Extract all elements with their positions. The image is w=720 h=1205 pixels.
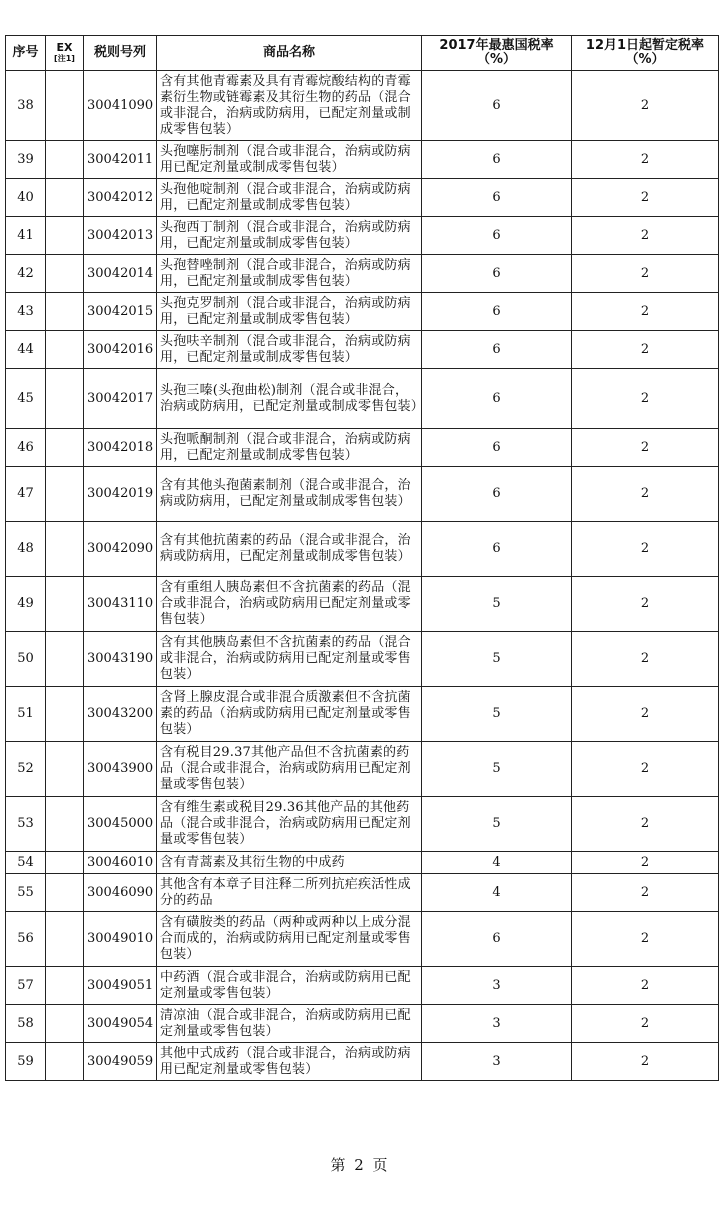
cell-code: 30049059 [84, 1043, 157, 1081]
table-row [6, 797, 719, 852]
cell-provisional-rate: 2 [572, 577, 719, 632]
cell-name: 清凉油（混合或非混合，治病或防病用已配定剂量或零售包装） [157, 1005, 422, 1043]
cell-provisional-rate: 2 [572, 797, 719, 852]
cell-provisional-rate: 2 [572, 331, 719, 369]
cell-seq: 41 [6, 217, 46, 255]
cell-name: 含有其他头孢菌素制剂（混合或非混合，治病或防病用，已配定剂量或制成零售包装） [157, 467, 422, 522]
cell-code: 30049051 [84, 967, 157, 1005]
cell-code: 30046010 [84, 852, 157, 874]
cell-provisional-rate: 2 [572, 852, 719, 874]
cell-ex [46, 687, 84, 742]
cell-name: 含有其他胰岛素但不含抗菌素的药品（混合或非混合，治病或防病用已配定剂量或零售包装） [157, 632, 422, 687]
cell-name: 头孢噻肟制剂（混合或非混合，治病或防病用已配定剂量或制成零售包装） [157, 141, 422, 179]
cell-name: 含有青蒿素及其衍生物的中成药 [157, 852, 422, 874]
cell-mfn-rate: 6 [422, 331, 572, 369]
cell-ex [46, 852, 84, 874]
cell-name: 头孢克罗制剂（混合或非混合，治病或防病用，已配定剂量或制成零售包装） [157, 293, 422, 331]
cell-seq: 52 [6, 742, 46, 797]
cell-ex [46, 912, 84, 967]
cell-ex [46, 141, 84, 179]
cell-provisional-rate: 2 [572, 429, 719, 467]
header-provisional-rate-label: 12月1日起暂定税率 [585, 38, 705, 53]
cell-mfn-rate: 3 [422, 967, 572, 1005]
cell-mfn-rate: 6 [422, 217, 572, 255]
cell-seq: 55 [6, 874, 46, 912]
table-row [6, 331, 719, 369]
cell-mfn-rate: 5 [422, 797, 572, 852]
cell-ex [46, 331, 84, 369]
cell-mfn-rate: 6 [422, 429, 572, 467]
tariff-table [5, 35, 719, 1081]
table-body [6, 71, 719, 1081]
cell-code: 30046090 [84, 874, 157, 912]
cell-provisional-rate: 2 [572, 522, 719, 577]
cell-provisional-rate: 2 [572, 742, 719, 797]
cell-code: 30042017 [84, 369, 157, 429]
cell-seq: 53 [6, 797, 46, 852]
cell-name: 含有其他抗菌素的药品（混合或非混合，治病或防病用，已配定剂量或制成零售包装） [157, 522, 422, 577]
cell-seq: 57 [6, 967, 46, 1005]
cell-name: 头孢替唑制剂（混合或非混合，治病或防病用，已配定剂量或制成零售包装） [157, 255, 422, 293]
table-row [6, 874, 719, 912]
cell-code: 30049010 [84, 912, 157, 967]
cell-seq: 38 [6, 71, 46, 141]
cell-seq: 40 [6, 179, 46, 217]
cell-ex [46, 967, 84, 1005]
cell-provisional-rate: 2 [572, 912, 719, 967]
cell-name: 含肾上腺皮混合或非混合质激素但不含抗菌素的药品（治病或防病用已配定剂量或零售包装） [157, 687, 422, 742]
cell-code: 30042090 [84, 522, 157, 577]
cell-seq: 50 [6, 632, 46, 687]
cell-code: 30045000 [84, 797, 157, 852]
cell-code: 30042011 [84, 141, 157, 179]
cell-name: 头孢呋辛制剂（混合或非混合，治病或防病用，已配定剂量或制成零售包装） [157, 331, 422, 369]
table-row [6, 577, 719, 632]
table-row [6, 1005, 719, 1043]
table-row [6, 141, 719, 179]
cell-code: 30042019 [84, 467, 157, 522]
header-provisional-rate [572, 36, 719, 71]
table-row [6, 1043, 719, 1081]
cell-name: 含有其他青霉素及具有青霉烷酸结构的青霉素衍生物或链霉素及其衍生物的药品（混合或非混合，治病或防病用，已配定剂量或制成零售包装） [157, 71, 422, 141]
cell-code: 30041090 [84, 71, 157, 141]
cell-ex [46, 71, 84, 141]
cell-provisional-rate: 2 [572, 293, 719, 331]
table-row [6, 71, 719, 141]
table-row [6, 912, 719, 967]
cell-name: 中药酒（混合或非混合，治病或防病用已配定剂量或零售包装） [157, 967, 422, 1005]
cell-mfn-rate: 5 [422, 687, 572, 742]
table-row [6, 742, 719, 797]
cell-name: 其他含有本章子目注释二所列抗疟疾活性成分的药品 [157, 874, 422, 912]
cell-code: 30042014 [84, 255, 157, 293]
cell-ex [46, 742, 84, 797]
header-mfn-rate-label: 2017年最惠国税率 [439, 38, 554, 53]
header-name: 商品名称 [157, 36, 422, 71]
cell-mfn-rate: 6 [422, 912, 572, 967]
cell-seq: 59 [6, 1043, 46, 1081]
table-row [6, 967, 719, 1005]
cell-provisional-rate: 2 [572, 141, 719, 179]
cell-ex [46, 1005, 84, 1043]
cell-mfn-rate: 3 [422, 1043, 572, 1081]
table-row [6, 293, 719, 331]
cell-provisional-rate: 2 [572, 71, 719, 141]
cell-mfn-rate: 5 [422, 632, 572, 687]
cell-mfn-rate: 5 [422, 577, 572, 632]
cell-code: 30043110 [84, 577, 157, 632]
cell-seq: 46 [6, 429, 46, 467]
cell-provisional-rate: 2 [572, 369, 719, 429]
cell-code: 30043900 [84, 742, 157, 797]
cell-name: 头孢三嗪(头孢曲松)制剂（混合或非混合，治病或防病用，已配定剂量或制成零售包装） [157, 369, 422, 429]
table-row [6, 429, 719, 467]
cell-seq: 49 [6, 577, 46, 632]
cell-ex [46, 179, 84, 217]
cell-seq: 44 [6, 331, 46, 369]
cell-seq: 47 [6, 467, 46, 522]
header-ex [46, 36, 84, 71]
cell-provisional-rate: 2 [572, 255, 719, 293]
cell-seq: 54 [6, 852, 46, 874]
cell-name: 头孢哌酮制剂（混合或非混合，治病或防病用，已配定剂量或制成零售包装） [157, 429, 422, 467]
cell-provisional-rate: 2 [572, 1043, 719, 1081]
header-ex-label: EX [56, 41, 73, 54]
header-provisional-rate-unit: （%） [625, 52, 665, 67]
cell-ex [46, 369, 84, 429]
cell-provisional-rate: 2 [572, 632, 719, 687]
header-code: 税则号列 [84, 36, 157, 71]
cell-code: 30042018 [84, 429, 157, 467]
cell-seq: 48 [6, 522, 46, 577]
cell-mfn-rate: 6 [422, 71, 572, 141]
cell-name: 其他中式成药（混合或非混合，治病或防病用已配定剂量或零售包装） [157, 1043, 422, 1081]
cell-ex [46, 522, 84, 577]
cell-seq: 43 [6, 293, 46, 331]
cell-name: 含有磺胺类的药品（两种或两种以上成分混合而成的，治病或防病用已配定剂量或零售包装） [157, 912, 422, 967]
cell-ex [46, 577, 84, 632]
cell-name: 含有重组人胰岛素但不含抗菌素的药品（混合或非混合，治病或防病用已配定剂量或零售包装） [157, 577, 422, 632]
cell-ex [46, 467, 84, 522]
cell-name: 头孢他啶制剂（混合或非混合，治病或防病用，已配定剂量或制成零售包装） [157, 179, 422, 217]
cell-provisional-rate: 2 [572, 217, 719, 255]
table-row [6, 217, 719, 255]
cell-seq: 51 [6, 687, 46, 742]
cell-provisional-rate: 2 [572, 1005, 719, 1043]
cell-mfn-rate: 6 [422, 141, 572, 179]
cell-code: 30049054 [84, 1005, 157, 1043]
table-row [6, 179, 719, 217]
cell-mfn-rate: 6 [422, 293, 572, 331]
cell-name: 含有税目29.37其他产品但不含抗菌素的药品（混合或非混合，治病或防病用已配定剂量或零售包装） [157, 742, 422, 797]
table-row [6, 467, 719, 522]
cell-provisional-rate: 2 [572, 687, 719, 742]
page-number: 第 2 页 [330, 1156, 390, 1174]
cell-provisional-rate: 2 [572, 967, 719, 1005]
table-row [6, 369, 719, 429]
cell-code: 30043200 [84, 687, 157, 742]
table-header-row [6, 36, 719, 71]
cell-ex [46, 217, 84, 255]
cell-code: 30042013 [84, 217, 157, 255]
cell-seq: 58 [6, 1005, 46, 1043]
cell-code: 30042012 [84, 179, 157, 217]
cell-seq: 42 [6, 255, 46, 293]
cell-name: 头孢西丁制剂（混合或非混合，治病或防病用，已配定剂量或制成零售包装） [157, 217, 422, 255]
cell-ex [46, 797, 84, 852]
cell-mfn-rate: 4 [422, 874, 572, 912]
cell-name: 含有维生素或税目29.36其他产品的其他药品（混合或非混合，治病或防病用已配定剂量或零售包装） [157, 797, 422, 852]
cell-provisional-rate: 2 [572, 467, 719, 522]
cell-mfn-rate: 4 [422, 852, 572, 874]
cell-mfn-rate: 6 [422, 369, 572, 429]
table-row [6, 522, 719, 577]
cell-ex [46, 293, 84, 331]
cell-mfn-rate: 6 [422, 255, 572, 293]
cell-ex [46, 874, 84, 912]
cell-ex [46, 255, 84, 293]
table-row [6, 687, 719, 742]
header-mfn-rate [422, 36, 572, 71]
cell-ex [46, 1043, 84, 1081]
table-row [6, 255, 719, 293]
cell-ex [46, 429, 84, 467]
cell-seq: 45 [6, 369, 46, 429]
cell-code: 30043190 [84, 632, 157, 687]
table-row [6, 632, 719, 687]
cell-mfn-rate: 6 [422, 179, 572, 217]
cell-mfn-rate: 6 [422, 467, 572, 522]
cell-seq: 56 [6, 912, 46, 967]
cell-mfn-rate: 6 [422, 522, 572, 577]
cell-code: 30042015 [84, 293, 157, 331]
cell-provisional-rate: 2 [572, 874, 719, 912]
header-mfn-rate-unit: （%） [476, 52, 517, 67]
cell-code: 30042016 [84, 331, 157, 369]
header-seq: 序号 [6, 36, 46, 71]
cell-seq: 39 [6, 141, 46, 179]
cell-provisional-rate: 2 [572, 179, 719, 217]
table-row [6, 852, 719, 874]
cell-mfn-rate: 5 [422, 742, 572, 797]
header-ex-note: [注1] [54, 54, 75, 63]
cell-ex [46, 632, 84, 687]
cell-mfn-rate: 3 [422, 1005, 572, 1043]
